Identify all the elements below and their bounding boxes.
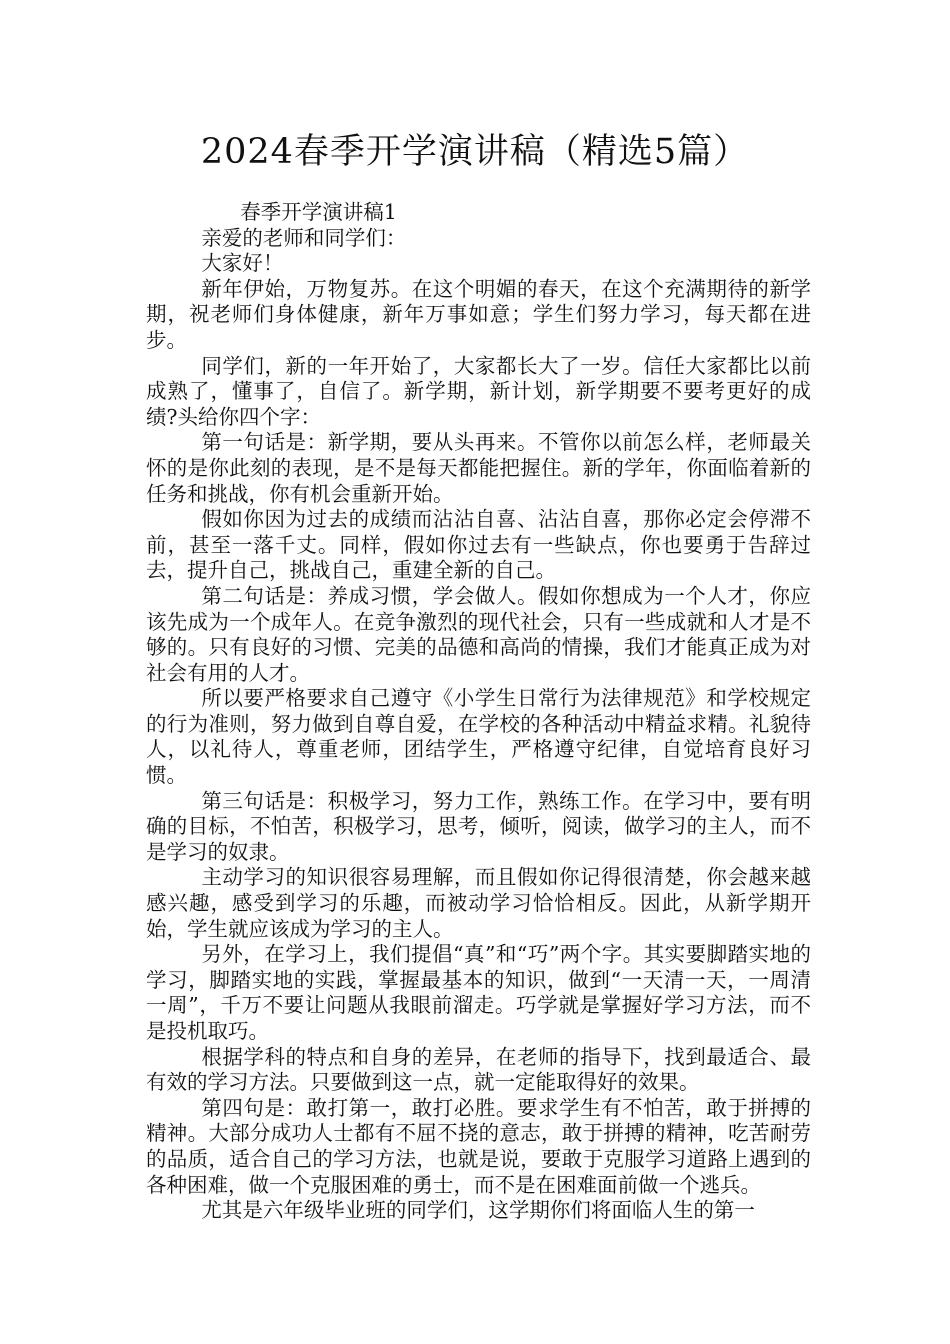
paragraph: 第三句话是：积极学习，努力工作，熟练工作。在学习中，要有明确的目标，不怕苦，积极学习，思考，倾听，阅读，做学习的主人，而不是学习的奴隶。 xyxy=(146,788,811,864)
section-title: 春季开学演讲稿1 xyxy=(240,200,397,224)
paragraph: 尤其是六年级毕业班的同学们，这学期你们将面临人生的第一 xyxy=(201,1198,755,1223)
paragraph: 所以要严格要求自己遵守《小学生日常行为法律规范》和学校规定的行为准则，努力做到自尊自爱，在学校的各种活动中精益求精。礼貌待人，以礼待人，尊重老师，团结学生，严格遵守纪律，自觉培育良好习惯。 xyxy=(146,686,811,788)
paragraph: 新年伊始，万物复苏。在这个明媚的春天，在这个充满期待的新学期，祝老师们身体健康，新年万事如意；学生们努力学习，每天都在进步。 xyxy=(146,276,811,352)
paragraph: 第四句是：敢打第一，敢打必胜。要求学生有不怕苦，敢于拼搏的精神。大部分成功人士都有不屈不挠的意志，敢于拼搏的精神，吃苦耐劳的品质，适合自己的学习方法，也就是说，要敢于克服学习道路上遇到的各种困难，做一个克服困难的勇士，而不是在困难面前做一个逃兵。 xyxy=(146,1095,811,1197)
greeting: 大家好！ xyxy=(201,251,284,276)
paragraph: 另外，在学习上，我们提倡“真”和“巧”两个字。其实要脚踏实地的学习，脚踏实地的实践，掌握最基本的知识，做到“一天清一天，一周清一周”，千万不要让问题从我眼前溜走。巧学就是掌握好学习方法，而不是投机取巧。 xyxy=(146,942,811,1043)
salutation: 亲爱的老师和同学们： xyxy=(201,225,407,250)
paragraph: 根据学科的特点和自身的差异，在老师的指导下，找到最适合、最有效的学习方法。只要做到这一点，就一定能取得好的效果。 xyxy=(146,1044,811,1095)
paragraph: 假如你因为过去的成绩而沾沾自喜、沾沾自喜，那你必定会停滞不前，甚至一落千丈。同样，假如你过去有一些缺点，你也要勇于告辞过去，提升自己，挑战自己，重建全新的自己。 xyxy=(146,507,811,583)
document-title: 2024春季开学演讲稿（精选5篇） xyxy=(200,132,750,172)
paragraph: 第二句话是：养成习惯，学会做人。假如你想成为一个人才，你应该先成为一个成年人。在竞争激烈的现代社会，只有一些成就和人才是不够的。只有良好的习惯、完美的品德和高尚的情操，我们才能真正成为对社会有用的人才。 xyxy=(146,583,811,685)
paragraph: 主动学习的知识很容易理解，而且假如你记得很清楚，你会越来越感兴趣，感受到学习的乐趣，而被动学习恰恰相反。因此，从新学期开始，学生就应该成为学习的主人。 xyxy=(146,865,811,941)
paragraph: 同学们，新的一年开始了，大家都长大了一岁。信任大家都比以前成熟了，懂事了，自信了。新学期，新计划，新学期要不要考更好的成绩?头给你四个字： xyxy=(146,353,811,429)
document-body xyxy=(146,200,811,1224)
paragraph: 第一句话是：新学期，要从头再来。不管你以前怎么样，老师最关怀的是你此刻的表现，是不是每天都能把握住。新的学年，你面临着新的任务和挑战，你有机会重新开始。 xyxy=(146,430,811,506)
